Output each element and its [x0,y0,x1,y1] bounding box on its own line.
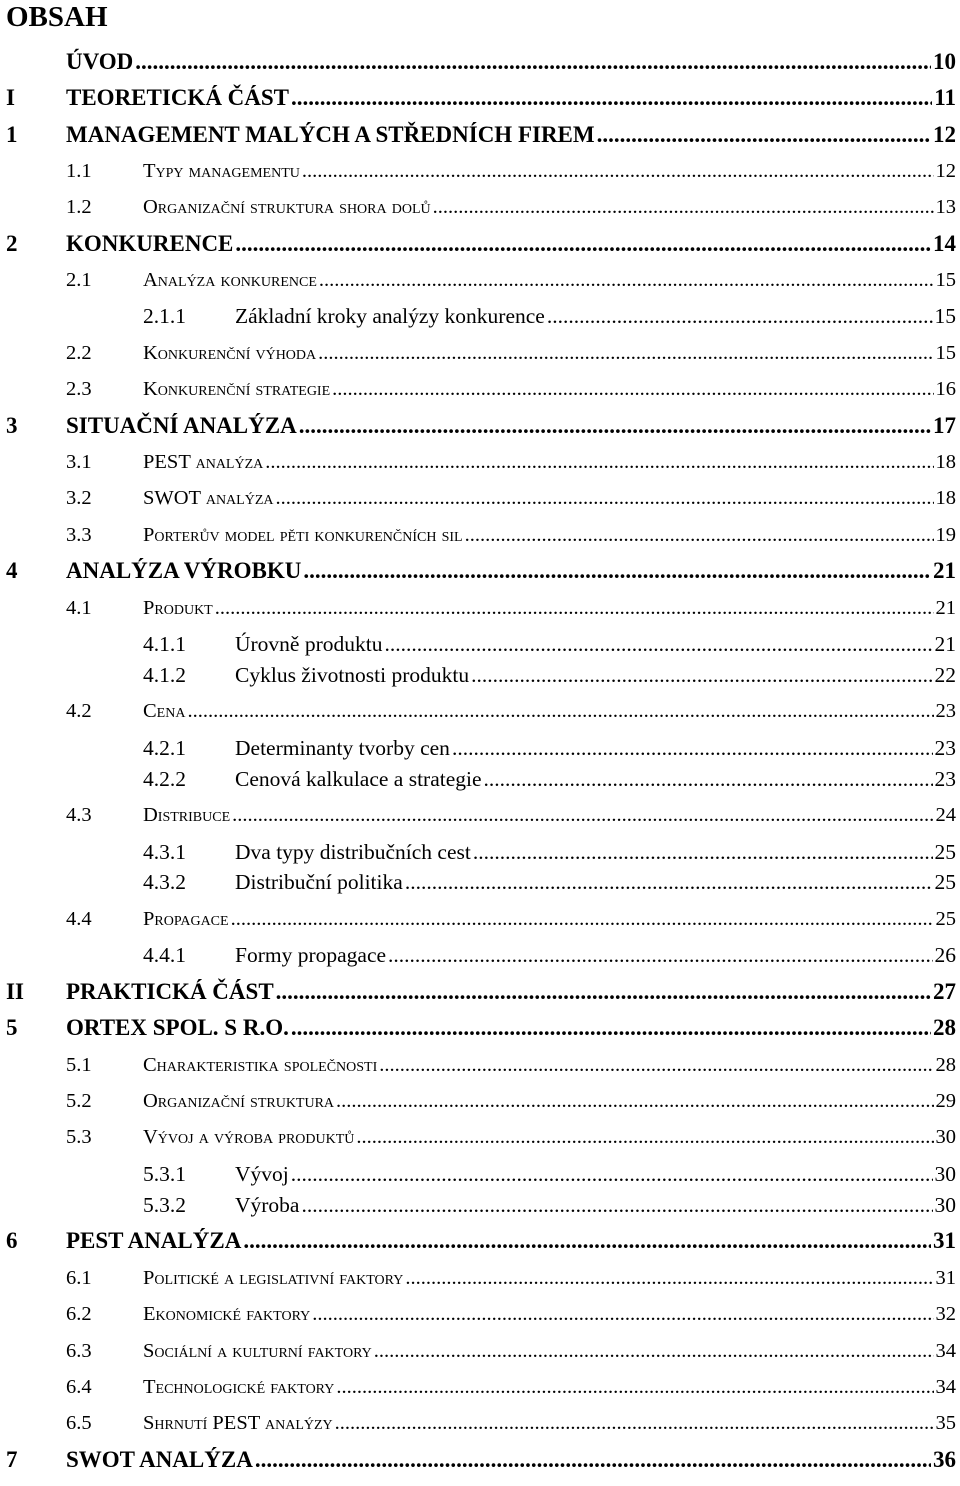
dot-leader [318,337,933,369]
dot-leader [336,1085,933,1117]
toc-entry-title: Výroba [235,1193,300,1217]
toc-entry-number: 7 [6,1447,18,1472]
toc-entry[interactable] [0,903,960,935]
dot-leader [336,1371,933,1403]
toc-entry-number: 6 [6,1228,18,1253]
dot-leader [452,732,933,764]
toc-entry-title: Dva typy distribučních cest [235,840,471,864]
toc-entry-page: 16 [935,378,956,400]
toc-entry-page: 25 [935,908,956,930]
toc-entry-number: 3.3 [66,524,92,546]
dot-leader [312,1298,933,1330]
toc-entry[interactable] [0,555,960,587]
toc-entry-title: Formy propagace [235,943,387,967]
toc-entry[interactable] [0,337,960,369]
toc-entry-page: 13 [935,196,956,218]
toc-entry-title: Porterův model pěti konkurenčních sil [143,524,463,546]
toc-entry-number: 3.1 [66,451,92,473]
toc-entry-number: 2.3 [66,378,92,400]
dot-leader [299,410,931,442]
toc-entry-page: 18 [935,451,956,473]
toc-entry-page: 25 [934,840,956,864]
toc-entry-title: Determinanty tvorby cen [235,736,450,760]
toc-entry[interactable] [0,1121,960,1153]
dot-leader [405,1262,933,1294]
dot-leader [332,373,933,405]
toc-entry[interactable] [0,732,960,764]
dot-leader [465,519,934,551]
toc-entry-number: 4.2.1 [143,736,186,760]
toc-entry-number: 4.1.1 [143,632,186,656]
toc-entry-page: 23 [934,767,956,791]
dot-leader [335,1407,934,1439]
toc-entry-page: 30 [935,1126,956,1148]
toc-entry-title: ÚVOD [66,49,134,74]
dot-leader [135,46,931,78]
toc-entry[interactable] [0,866,960,898]
toc-entry-title: PRAKTICKÁ ČÁST [66,979,274,1004]
toc-entry-page: 34 [935,1376,956,1398]
dot-leader [265,446,933,478]
dot-leader [291,1158,933,1190]
toc-entry[interactable] [0,264,960,296]
toc-entry-title: Cyklus životnosti produktu [235,663,470,687]
toc-entry-title: Propagace [143,908,229,930]
toc-entry-number: 5.2 [66,1090,92,1112]
toc-entry-title: SWOT ANALÝZA [66,1447,253,1472]
toc-entry-page: 10 [933,49,956,74]
toc-entry-number: 5.1 [66,1054,92,1076]
page-title: OBSAH [6,1,108,33]
toc-entry-number: 6.5 [66,1412,92,1434]
dot-leader [319,264,934,296]
toc-entry-number: 4.1.2 [143,663,186,687]
toc-entry-page: 18 [935,487,956,509]
toc-entry-number: 4.1 [66,597,92,619]
toc-entry-page: 24 [935,804,956,826]
toc-entry-title: Analýza konkurence [143,269,317,291]
dot-leader [405,866,933,898]
toc-entry-number: 2.2 [66,342,92,364]
toc-entry-page: 28 [933,1015,956,1040]
toc-entry-title: TEORETICKÁ ČÁST [66,85,290,110]
dot-leader [374,1335,934,1367]
toc-entry-page: 34 [935,1340,956,1362]
toc-entry[interactable] [0,155,960,187]
dot-leader [276,482,934,514]
toc-entry-page: 11 [934,85,956,110]
toc-entry-title: Úrovně produktu [235,632,383,656]
toc-entry-number: 6.1 [66,1267,92,1289]
toc-entry-title: Produkt [143,597,213,619]
toc-entry-page: 15 [935,342,956,364]
dot-leader [255,1444,931,1476]
toc-entry-number: 4.2.2 [143,767,186,791]
toc-entry-title: ANALÝZA VÝROBKU [66,558,302,583]
toc-entry-number: 1.1 [66,160,92,182]
toc-entry-title: Shrnutí PEST analýzy [143,1412,333,1434]
toc-entry-title: Ekonomické faktory [143,1303,311,1325]
dot-leader [232,799,933,831]
dot-leader [276,976,931,1008]
toc-entry-title: ORTEX SPOL. S R.O. [66,1015,289,1040]
toc-entry[interactable] [0,1012,960,1044]
toc-entry-title: PEST analýza [143,451,264,473]
toc-entry-number: 5 [6,1015,18,1040]
toc-entry-number: 4.4 [66,908,92,930]
toc-entry-page: 19 [935,524,956,546]
toc-entry-number: 4.3 [66,804,92,826]
toc-entry-title: Vývoj a výroba produktů [143,1126,355,1148]
toc-entry[interactable] [0,976,960,1008]
toc-entry-number: 6.4 [66,1376,92,1398]
toc-entry-number: 6.3 [66,1340,92,1362]
toc-entry[interactable] [0,592,960,624]
toc-entry-title: Sociální a kulturní faktory [143,1340,372,1362]
dot-leader [231,903,934,935]
toc-entry[interactable] [0,1371,960,1403]
toc-entry-title: Základní kroky analýzy konkurence [235,304,545,328]
toc-entry-title: SWOT analýza [143,487,274,509]
toc-entry-title: Organizační struktura [143,1090,335,1112]
dot-leader [356,1121,933,1153]
toc-entry-page: 26 [934,943,956,967]
dot-leader [597,119,931,151]
toc-entry-title: Vývoj [235,1162,289,1186]
dot-leader [484,763,933,795]
toc-entry-title: Distribuční politika [235,870,403,894]
toc-entry[interactable] [0,1225,960,1257]
toc-entry-page: 30 [934,1193,956,1217]
toc-entry[interactable] [0,1298,960,1330]
dot-leader [291,1012,931,1044]
toc-entry-number: 2.1 [66,269,92,291]
toc-entry-page: 21 [933,558,956,583]
toc-entry[interactable] [0,836,960,868]
dot-leader [433,191,934,223]
toc-entry[interactable] [0,1085,960,1117]
toc-entry-title: Politické a legislativní faktory [143,1267,404,1289]
toc-entry-number: 5.3 [66,1126,92,1148]
toc-entry-page: 17 [933,413,956,438]
toc-entry-page: 30 [934,1162,956,1186]
toc-entry[interactable] [0,191,960,223]
toc-entry-number: II [6,979,24,1004]
toc-entry-page: 22 [934,663,956,687]
toc-entry-page: 29 [935,1090,956,1112]
toc-entry-number: 3 [6,413,18,438]
dot-leader [301,1189,932,1221]
dot-leader [187,695,933,727]
dot-leader [243,1225,931,1257]
toc-entry-title: Konkurenční výhoda [143,342,317,364]
toc-entry-title: KONKURENCE [66,231,234,256]
dot-leader [303,555,931,587]
toc-entry-page: 14 [933,231,956,256]
toc-entry[interactable] [0,1189,960,1221]
toc-entry-page: 21 [934,632,956,656]
dot-leader [215,592,934,624]
toc-entry-title: PEST ANALÝZA [66,1228,242,1253]
toc-entry[interactable] [0,46,960,78]
toc-entry[interactable] [0,1407,960,1439]
dot-leader [235,228,931,260]
toc-entry[interactable] [0,228,960,260]
dot-leader [379,1049,933,1081]
toc-entry-page: 23 [935,700,956,722]
toc-entry[interactable] [0,519,960,551]
toc-entry-title: MANAGEMENT MALÝCH A STŘEDNÍCH FIREM [66,122,595,147]
toc-entry-number: 5.3.1 [143,1162,186,1186]
toc-entry[interactable] [0,373,960,405]
toc-entry[interactable] [0,119,960,151]
toc-entry[interactable] [0,300,960,332]
dot-leader [473,836,933,868]
toc-entry[interactable] [0,799,960,831]
toc-entry-page: 32 [935,1303,956,1325]
toc-entry-page: 31 [935,1267,956,1289]
toc-entry-title: Charakteristika společnosti [143,1054,378,1076]
toc-entry-title: Typy managementu [143,160,300,182]
toc-entry[interactable] [0,82,960,114]
toc-entry[interactable] [0,1335,960,1367]
toc-entry-number: 4 [6,558,18,583]
dot-leader [291,82,932,114]
toc-entry-number: 3.2 [66,487,92,509]
toc-entry[interactable] [0,628,960,660]
toc-entry[interactable] [0,410,960,442]
toc-entry-number: 4.3.2 [143,870,186,894]
toc-entry-page: 21 [935,597,956,619]
dot-leader [388,939,932,971]
toc-entry-title: Distribuce [143,804,231,826]
toc-entry-title: Cenová kalkulace a strategie [235,767,482,791]
toc-entry-title: Technologické faktory [143,1376,335,1398]
dot-leader [471,659,932,691]
toc-entry[interactable] [0,939,960,971]
toc-entry-number: 4.2 [66,700,92,722]
toc-entry[interactable] [0,659,960,691]
toc-entry[interactable] [0,446,960,478]
toc-entry[interactable] [0,1262,960,1294]
toc-entry-page: 23 [934,736,956,760]
toc-entry-page: 35 [935,1412,956,1434]
toc-entry-title: Organizační struktura shora dolů [143,196,431,218]
toc-entry-number: 2.1.1 [143,304,186,328]
toc-entry[interactable] [0,695,960,727]
toc-entry-title: Konkurenční strategie [143,378,331,400]
toc-entry-page: 28 [935,1054,956,1076]
toc-entry-page: 15 [934,304,956,328]
toc-entry[interactable] [0,1049,960,1081]
toc-entry-title: Cena [143,700,186,722]
toc-entry-page: 12 [933,122,956,147]
toc-entry-number: 5.3.2 [143,1193,186,1217]
toc-entry[interactable] [0,1158,960,1190]
toc-entry-number: 2 [6,231,18,256]
toc-entry-number: 4.3.1 [143,840,186,864]
dot-leader [385,628,933,660]
toc-entry-page: 31 [933,1228,956,1253]
toc-entry-page: 25 [934,870,956,894]
toc-entry-number: 6.2 [66,1303,92,1325]
toc-entry-page: 15 [935,269,956,291]
toc-entry-number: 1 [6,122,18,147]
dot-leader [302,155,934,187]
toc-entry[interactable] [0,763,960,795]
toc-entry[interactable] [0,482,960,514]
toc-entry-page: 12 [935,160,956,182]
toc-entry[interactable] [0,1444,960,1476]
toc-entry-title: SITUAČNÍ ANALÝZA [66,413,297,438]
toc-entry-number: 1.2 [66,196,92,218]
toc-entry-page: 27 [933,979,956,1004]
toc-entry-number: 4.4.1 [143,943,186,967]
toc-entry-page: 36 [933,1447,956,1472]
dot-leader [547,300,933,332]
toc-entry-number: I [6,85,15,110]
